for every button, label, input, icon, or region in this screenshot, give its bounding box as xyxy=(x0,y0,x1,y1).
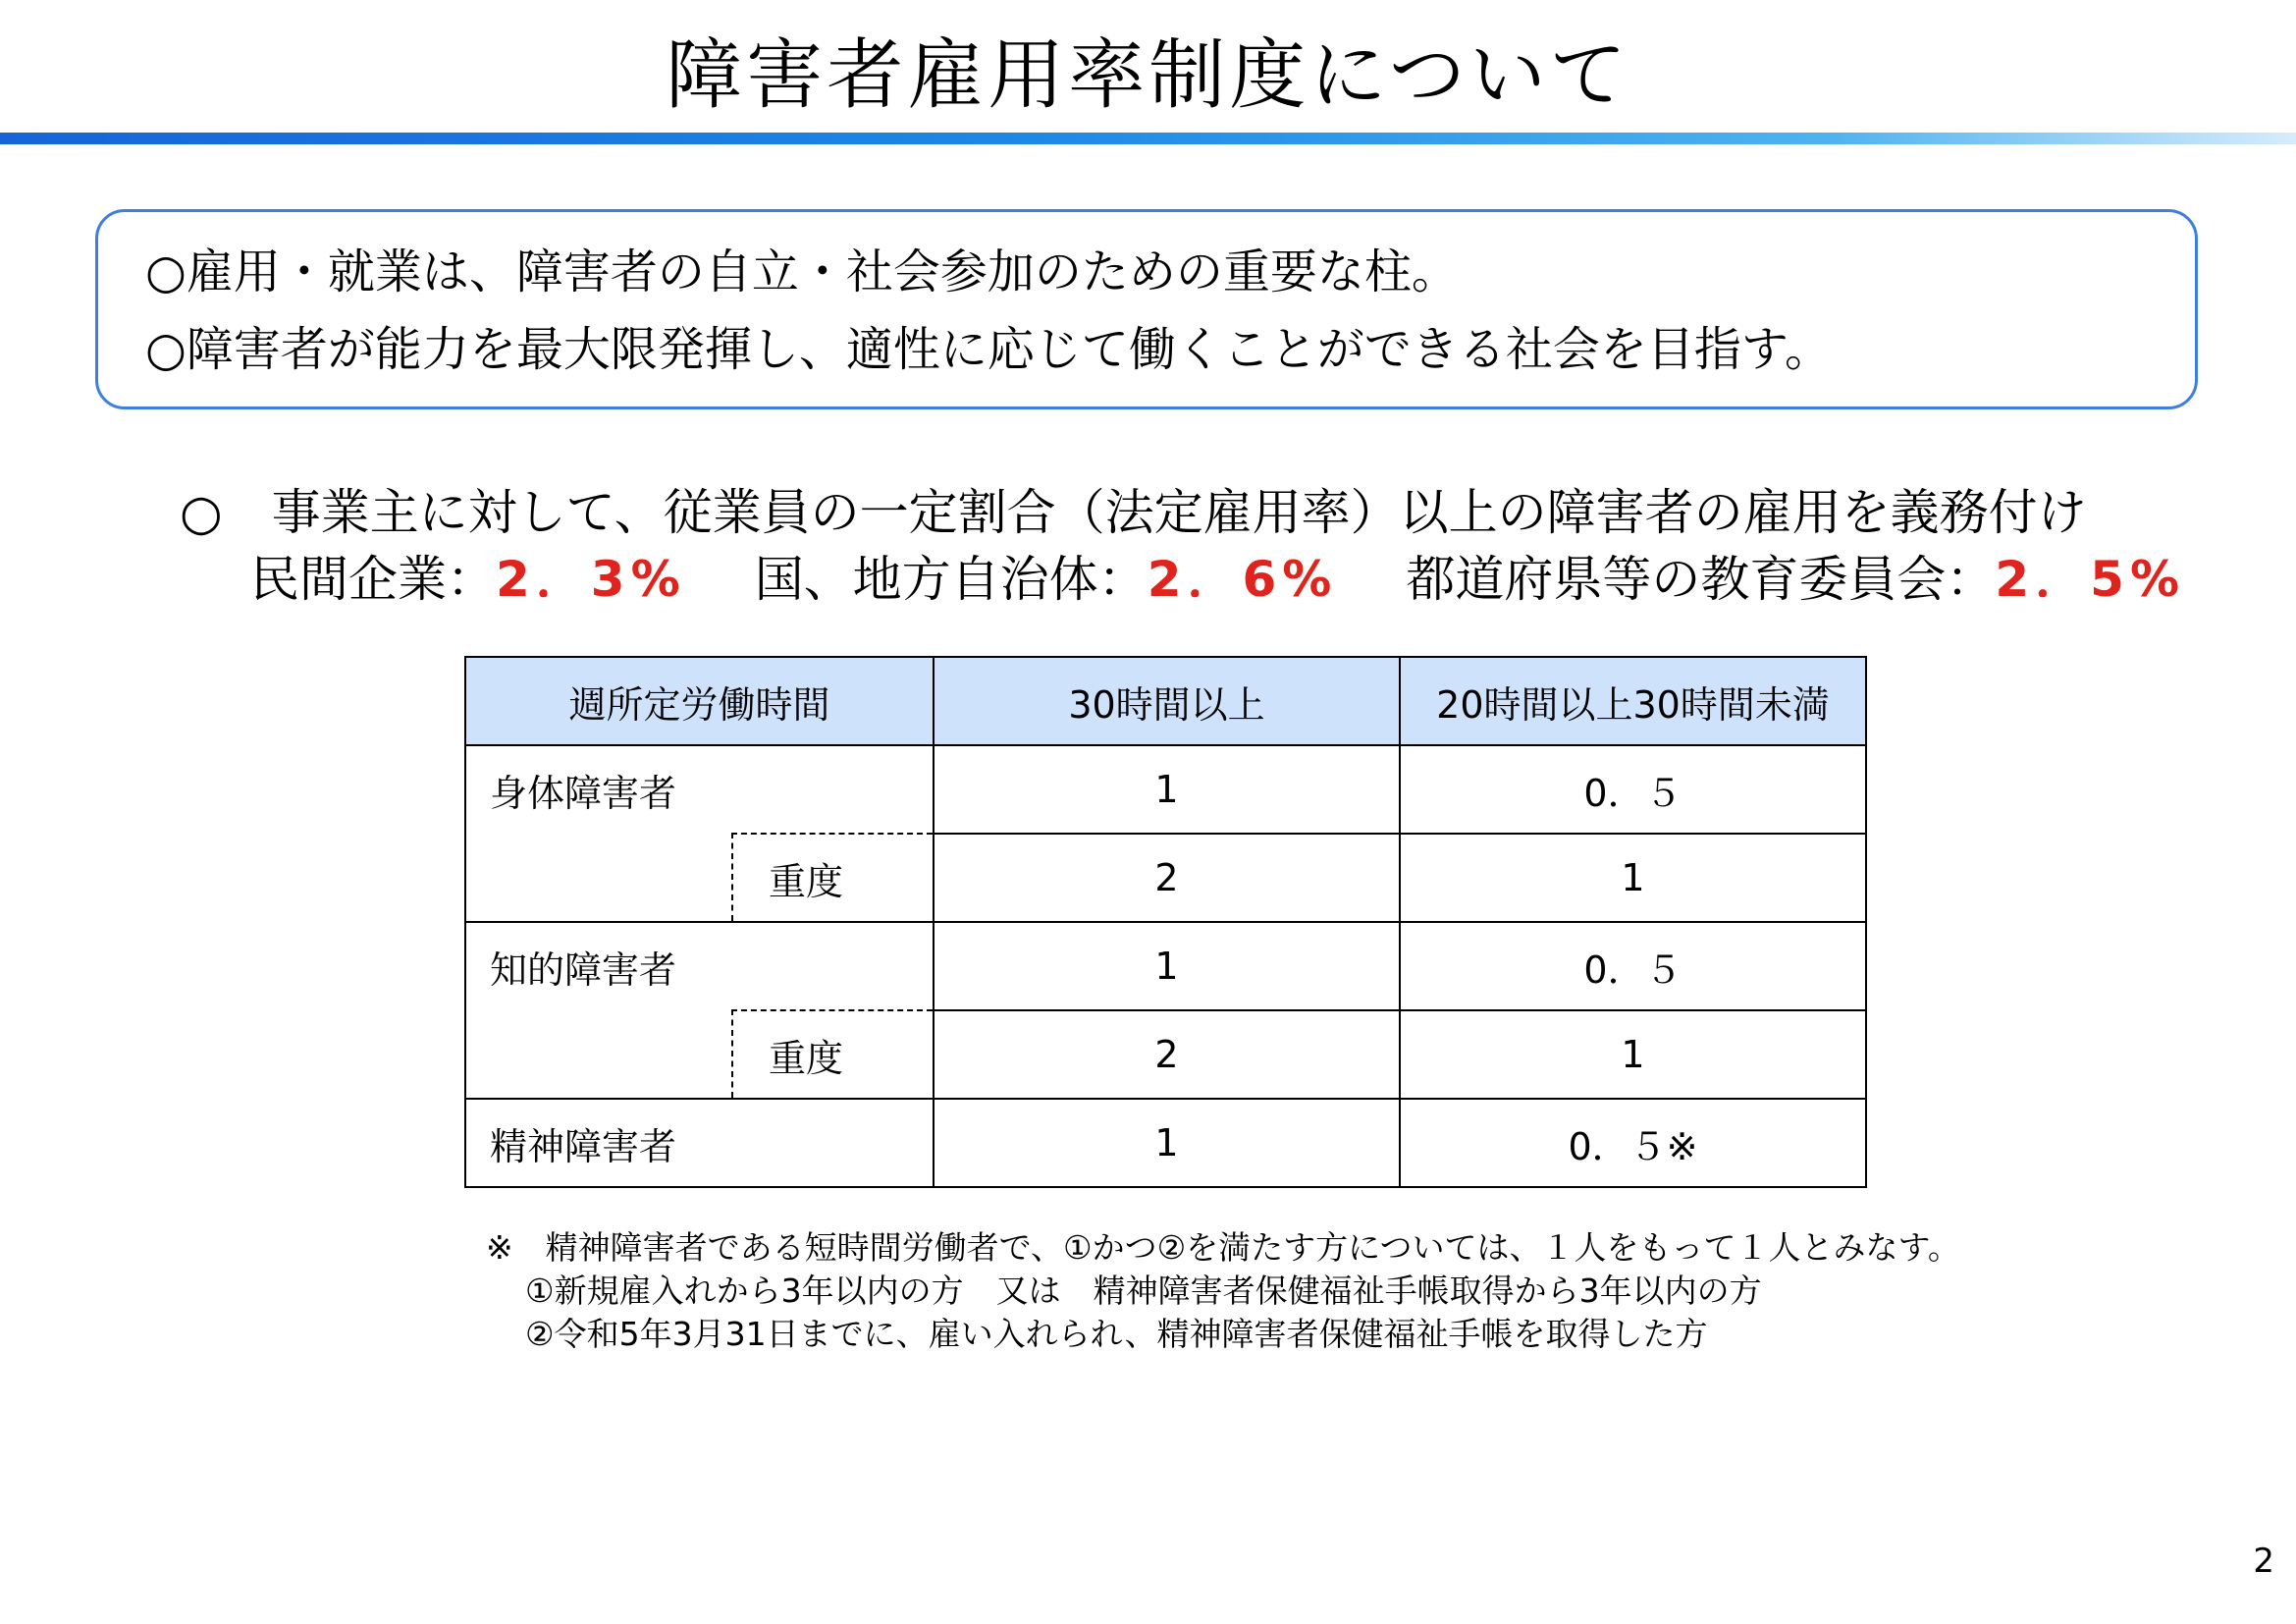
policy-statement: ○ 事業主に対して、従業員の一定割合（法定雇用率）以上の障害者の雇用を義務付け xyxy=(180,484,2087,541)
table-row xyxy=(465,922,1866,1010)
row-value-30: 2 xyxy=(934,834,1400,922)
row-value-30: 2 xyxy=(934,1010,1400,1099)
table-row xyxy=(465,1010,1866,1099)
table-header-row xyxy=(465,657,1866,745)
employment-rate-line xyxy=(250,546,2185,613)
row-value-20: 0．５ xyxy=(1400,922,1866,1010)
header-weekly-hours: 週所定労働時間 xyxy=(465,657,934,745)
row-sub-category: 重度 xyxy=(732,834,934,922)
private-company-rate: 2．3% xyxy=(496,551,686,608)
row-value-30: 1 xyxy=(934,922,1400,1010)
table-row xyxy=(465,834,1866,922)
row-value-20: 1 xyxy=(1400,834,1866,922)
page-number: 2 xyxy=(2253,1542,2274,1581)
header-20-30-hours: 20時間以上30時間未満 xyxy=(1400,657,1866,745)
row-category-empty xyxy=(465,1010,732,1099)
education-board-label: 都道府県等の教育委員会： xyxy=(1406,551,1996,608)
footnote-condition-2: ②令和5年3月31日までに、雇い入れられ、精神障害者保健福祉手帳を取得した方 xyxy=(525,1315,1708,1353)
header-30-hours: 30時間以上 xyxy=(934,657,1400,745)
private-company-label: 民間企業： xyxy=(250,551,496,608)
row-value-30: 1 xyxy=(934,745,1400,834)
row-category: 身体障害者 xyxy=(465,745,934,834)
row-sub-category: 重度 xyxy=(732,1010,934,1099)
title-underline-bar xyxy=(0,133,2296,144)
footnote-condition-1: ①新規雇入れから3年以内の方 又は 精神障害者保健福祉手帳取得から3年以内の方 xyxy=(525,1272,1762,1310)
row-category: 精神障害者 xyxy=(465,1099,934,1187)
page-title: 障害者雇用率制度について xyxy=(666,31,1630,120)
row-value-20: 0．５ xyxy=(1400,745,1866,834)
row-value-20: 0．５※ xyxy=(1400,1099,1866,1187)
table-row xyxy=(465,1099,1866,1187)
row-value-30: 1 xyxy=(934,1099,1400,1187)
footnote-main: ※ 精神障害者である短時間労働者で、①かつ②を満たす方については、１人をもって１人とみなす。 xyxy=(486,1228,1960,1267)
government-rate: 2．6% xyxy=(1147,551,1338,608)
row-category: 知的障害者 xyxy=(465,922,934,1010)
employment-count-table xyxy=(464,656,1867,1188)
table-row xyxy=(465,745,1866,834)
education-board-rate: 2．5% xyxy=(1995,551,2186,608)
government-label: 国、地方自治体： xyxy=(754,551,1148,608)
summary-line-2: ○障害者が能力を最大限発揮し、適性に応じて働くことができる社会を目指す。 xyxy=(145,322,1833,377)
row-category-empty xyxy=(465,834,732,922)
summary-box xyxy=(95,209,2198,409)
row-value-20: 1 xyxy=(1400,1010,1866,1099)
summary-line-1: ○雇用・就業は、障害者の自立・社会参加のための重要な柱。 xyxy=(145,244,1459,299)
